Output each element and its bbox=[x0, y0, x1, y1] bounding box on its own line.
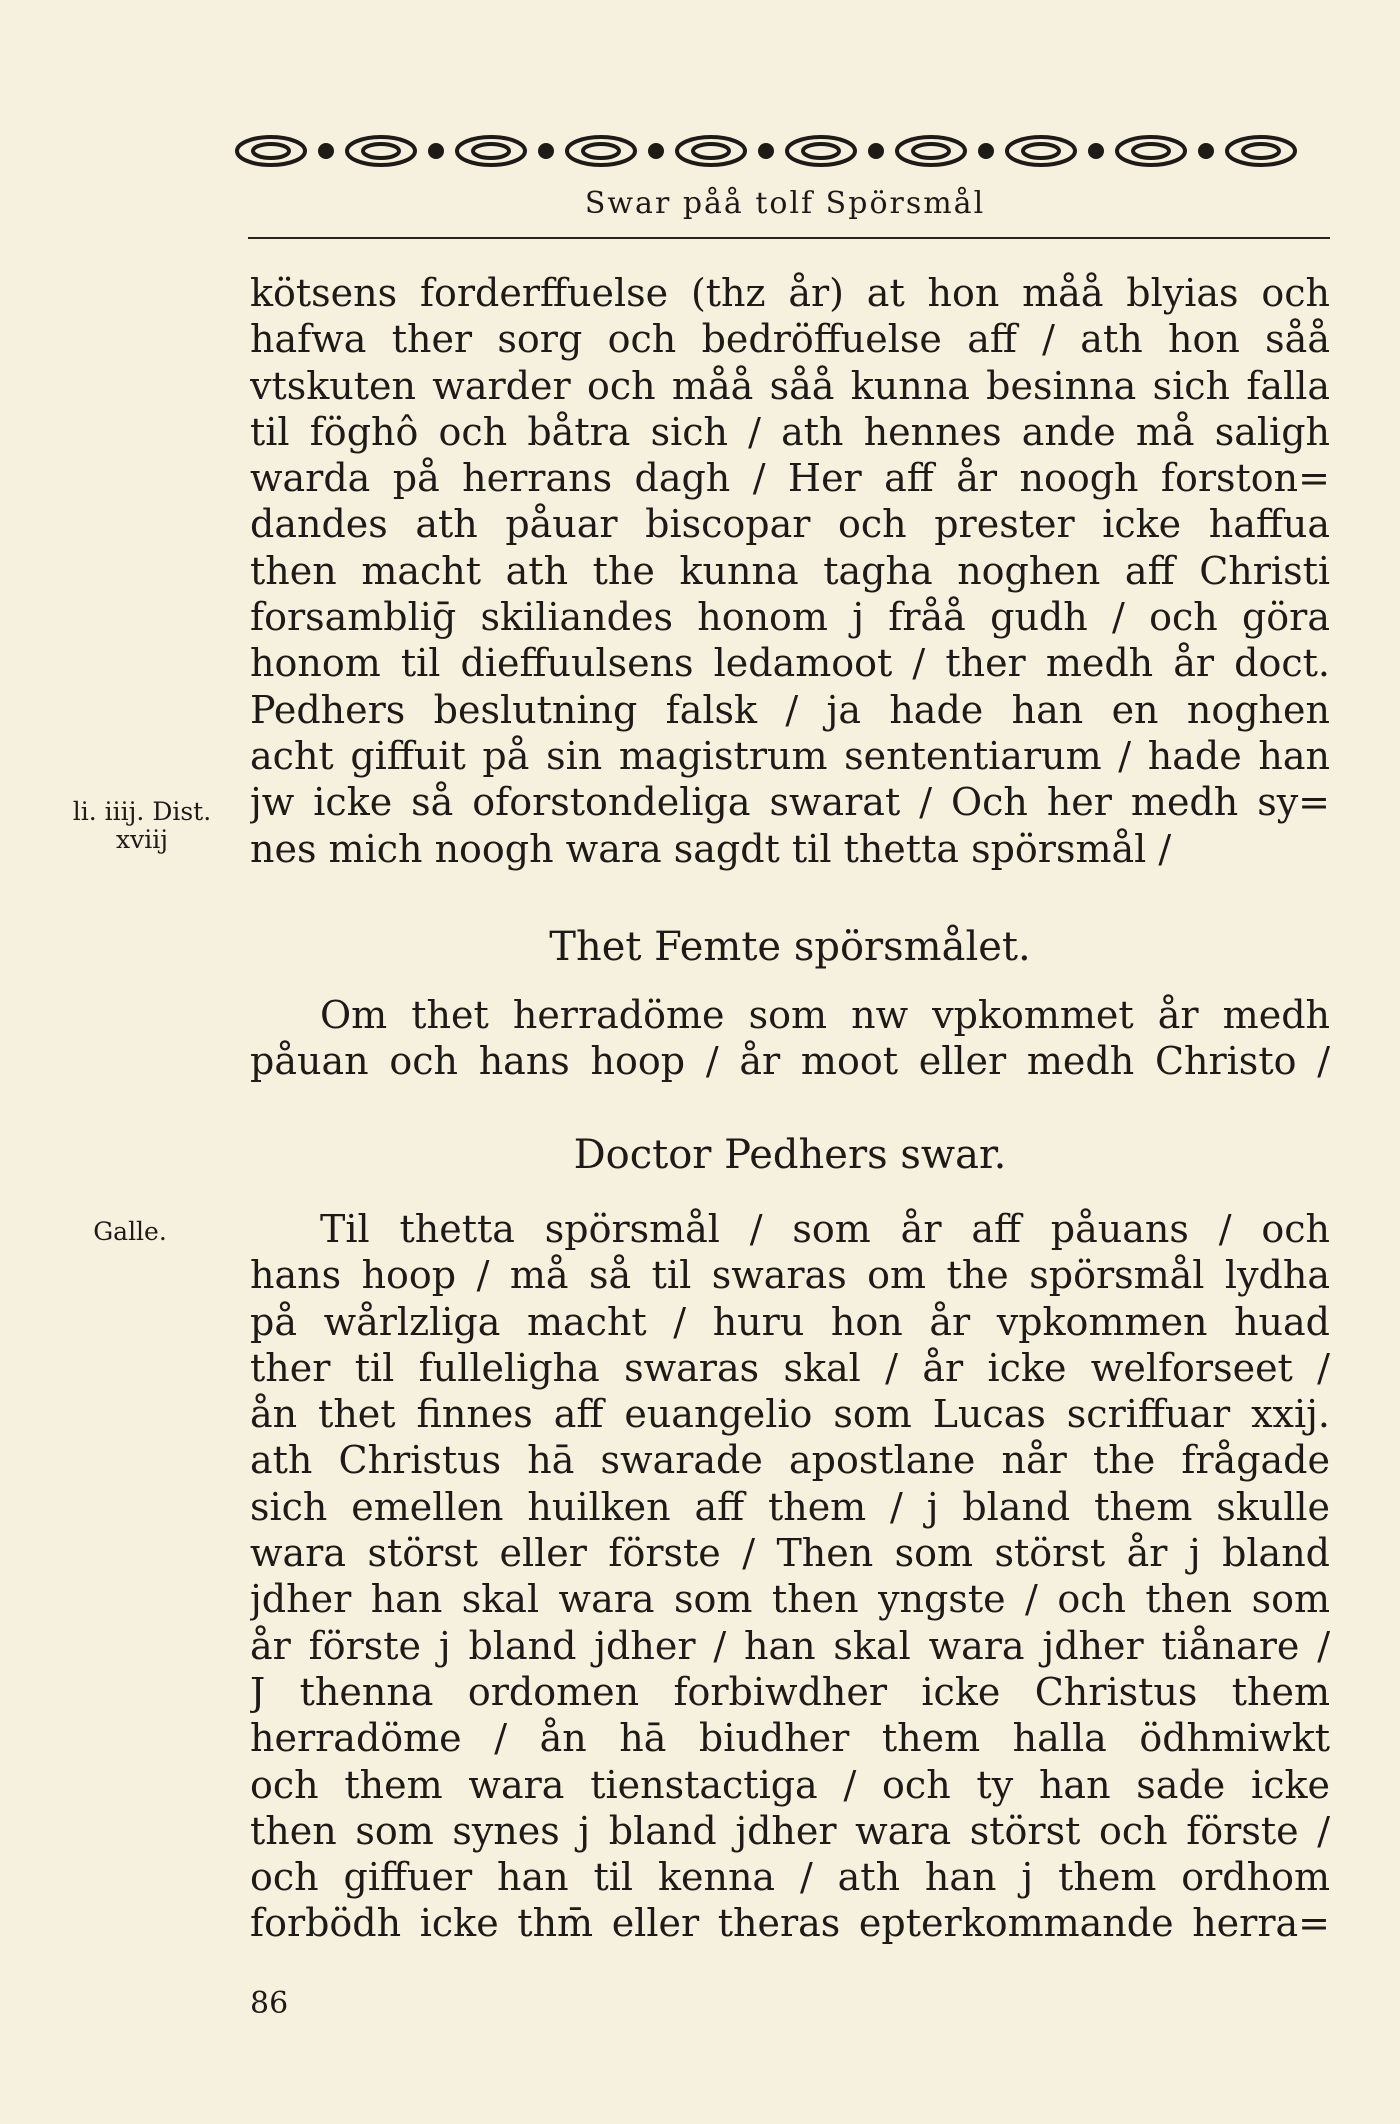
text-line: nes mich noogh wara sagdt til thetta spörsmål / bbox=[250, 826, 1172, 871]
text-line: Til thetta spörsmål / som år aff påuans / och bbox=[320, 1207, 1330, 1251]
text-line: jdher han skal wara som then yngste / och then som bbox=[250, 1577, 1330, 1622]
text-line: then macht ath the kunna tagha noghen aff Christi bbox=[250, 548, 1330, 593]
text-line: herradöme / ån hā biudher them halla ödhmiwkt bbox=[250, 1716, 1330, 1761]
text-line: jw icke så oforstondeliga swarat / Och her medh sy= bbox=[250, 780, 1330, 825]
text-line: til föghô och båtra sich / ath hennes ande må saligh bbox=[250, 409, 1330, 454]
section-heading-doctor-answer: Doctor Pedhers swar. bbox=[573, 1132, 1007, 1178]
text-line: påuan och hans hoop / år moot eller medh Christo / bbox=[250, 1039, 1330, 1084]
section-heading-fifth-question: Thet Femte spörsmålet. bbox=[549, 924, 1031, 970]
header-rule bbox=[248, 237, 1330, 239]
text-line: ath Christus hā swarade apostlane når the frågade bbox=[250, 1438, 1330, 1483]
text-line: hans hoop / må så til swaras om the spörsmål lydha bbox=[250, 1253, 1330, 1298]
text-line: ther til fulleligha swaras skal / år icke welforseet / bbox=[250, 1345, 1330, 1390]
text-line: dandes ath påuar biscopar och prester icke haffua bbox=[250, 502, 1330, 547]
margin-note-line: xviij bbox=[116, 825, 168, 854]
text-line: warda på herrans dagh / Her aff år noogh forston= bbox=[250, 456, 1330, 501]
text-line: och them wara tienstactiga / och ty han sade icke bbox=[250, 1762, 1330, 1807]
text-line: hafwa ther sorg och bedröffuelse aff / ath hon såå bbox=[250, 317, 1330, 362]
text-line: J thenna ordomen forbiwdher icke Christus them bbox=[250, 1669, 1330, 1714]
margin-note-galle: Galle. bbox=[93, 1217, 167, 1246]
text-line: Om thet herradöme som nw vpkommet år medh bbox=[320, 993, 1330, 1037]
text-line: ån thet finnes aff euangelio som Lucas scriffuar xxij. bbox=[250, 1392, 1330, 1437]
text-line: acht giffuit på sin magistrum sententiarum / hade han bbox=[250, 733, 1330, 778]
margin-note-line: li. iiij. Dist. bbox=[72, 797, 212, 826]
text-line: then som synes j bland jdher wara störst och förste / bbox=[250, 1808, 1330, 1853]
paragraph-2 bbox=[250, 992, 1330, 1085]
page-number: 86 bbox=[250, 1986, 289, 2021]
text-line: wara störst eller förste / Then som störst år j bland bbox=[250, 1531, 1330, 1576]
margin-note-distinction bbox=[52, 798, 232, 854]
text-line: och giffuer han til kenna / ath han j them ordhom bbox=[250, 1855, 1330, 1900]
text-line: år förste j bland jdher / han skal wara jdher tiånare / bbox=[250, 1623, 1330, 1668]
paragraph-3 bbox=[250, 1206, 1330, 1947]
text-line: honom til dieffuulsens ledamoot / ther medh år doct. bbox=[250, 641, 1330, 686]
text-line: forsambliḡ skiliandes honom j fråå gudh / och göra bbox=[250, 595, 1330, 640]
text-line: forbödh icke thm̄ eller theras epterkommande herra= bbox=[250, 1901, 1330, 1946]
text-line: vtskuten warder och måå såå kunna besinna sich falla bbox=[250, 363, 1330, 408]
text-line: Pedhers beslutning falsk / ja hade han en noghen bbox=[250, 687, 1330, 732]
paragraph-1 bbox=[250, 270, 1330, 872]
running-head: Swar påå tolf Spörsmål bbox=[584, 186, 986, 221]
text-line: kötsens forderffuelse (thz år) at hon måå blyias och bbox=[250, 271, 1330, 315]
text-line: sich emellen huilken aff them / j bland them skulle bbox=[250, 1484, 1330, 1529]
text-line: på wårlzliga macht / huru hon år vpkommen huad bbox=[250, 1299, 1330, 1344]
decorative-ornament-band bbox=[233, 126, 1331, 176]
